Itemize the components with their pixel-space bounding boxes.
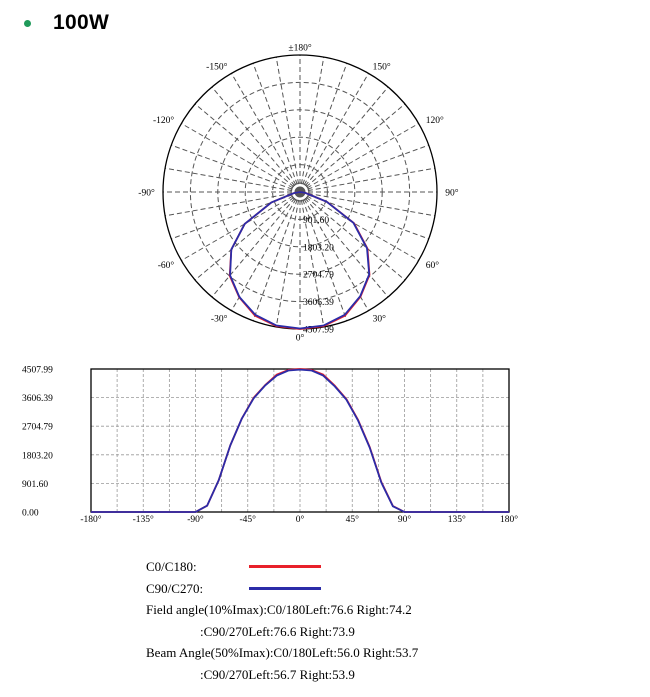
linear-x-tick-label: -135° (132, 515, 154, 525)
polar-spoke (212, 87, 300, 192)
polar-spoke (300, 192, 435, 216)
polar-spoke (195, 192, 300, 280)
linear-x-tick-label: 0° (295, 515, 305, 525)
polar-angle-label: 120° (425, 115, 444, 126)
legend-swatch-c90 (249, 587, 321, 590)
legend-label-c0: C0/C180: (146, 559, 197, 574)
linear-y-tick-label: 0.00 (22, 508, 39, 519)
linear-y-tick-label: 3606.39 (22, 394, 53, 405)
polar-angle-label: 60° (425, 261, 440, 272)
beam-angle-line-2: :C90/270Left:56.7 Right:53.9 (200, 666, 355, 682)
polar-angle-label: -90° (138, 188, 155, 199)
polar-spoke (195, 104, 300, 192)
polar-spoke (300, 104, 405, 192)
polar-radial-label: 2704.79 (303, 270, 334, 281)
linear-x-tick-label: 45° (345, 515, 359, 525)
linear-x-tick-label: 90° (397, 515, 412, 525)
polar-radial-label: 1803.20 (303, 243, 334, 254)
legend-swatch-c0 (249, 565, 321, 568)
legend-item-c0 (146, 556, 418, 578)
polar-radial-label: 901.60 (303, 215, 330, 226)
polar-angle-label: 90° (445, 188, 459, 199)
linear-y-tick-label: 1803.20 (22, 451, 53, 462)
polar-angle-label: 30° (372, 314, 386, 325)
polar-radial-label: 4507.99 (303, 325, 334, 336)
polar-spoke (276, 57, 300, 192)
beam-angle-line-1: Beam Angle(50%Imax):C0/180Left:56.0 Right:53.7 (146, 645, 419, 660)
polar-angle-label: -30° (210, 314, 228, 325)
polar-angle-label: ±180° (288, 43, 312, 54)
polar-angle-label: -60° (157, 261, 175, 272)
field-angle-line-1: Field angle(10%Imax):C0/180Left:76.6 Right:74.2 (146, 602, 412, 617)
linear-x-tick-label: 135° (447, 515, 466, 525)
legend-item-c90 (146, 578, 418, 600)
polar-angle-label: 0° (295, 333, 305, 344)
polar-angle-label: 150° (372, 62, 391, 73)
linear-x-tick-label: 180° (499, 515, 519, 525)
polar-spoke (212, 192, 300, 297)
linear-x-tick-label: -180° (80, 515, 102, 525)
linear-y-tick-label: 4507.99 (22, 365, 53, 376)
polar-spoke (165, 192, 300, 216)
linear-x-tick-label: -45° (239, 515, 256, 525)
polar-spoke (300, 168, 435, 192)
polar-spoke (300, 87, 388, 192)
legend (146, 556, 418, 685)
polar-spoke (171, 145, 300, 192)
linear-y-tick-label: 901.60 (22, 479, 49, 490)
linear-y-tick-label: 2704.79 (22, 422, 53, 433)
linear-x-tick-label: -90° (187, 515, 204, 525)
polar-radial-label: 3606.39 (303, 298, 334, 309)
chart-title: 100W (53, 11, 110, 34)
field-angle-line-2: :C90/270Left:76.6 Right:73.9 (200, 623, 355, 639)
legend-label-c90: C90/C270: (146, 580, 204, 596)
polar-angle-label: -150° (206, 62, 228, 73)
polar-angle-label: -120° (153, 115, 175, 126)
polar-spoke (165, 168, 300, 192)
polar-spoke (300, 57, 324, 192)
polar-spoke (300, 192, 405, 280)
polar-spoke (276, 192, 300, 327)
